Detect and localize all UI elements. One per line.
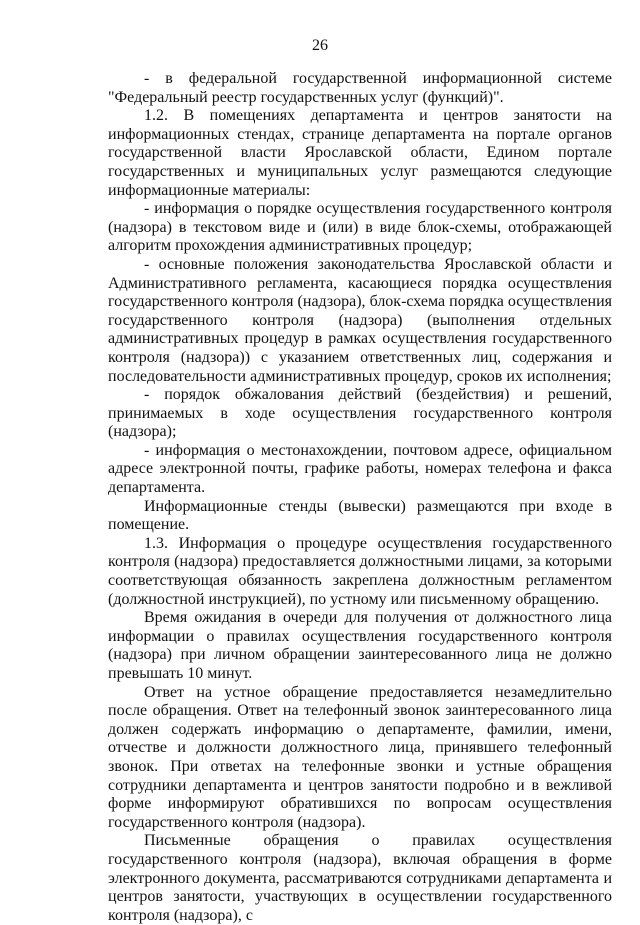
paragraph-1-2-info-placement: 1.2. В помещениях департамента и центров занятости на информационных стендах, странице департамента на портале органов государственной власти Ярославской области, Едином портале государственных и муниципальных услуг размещаются следующие информационные материалы: bbox=[108, 107, 612, 199]
list-item-legislation: - основные положения законодательства Ярославской области и Административного регламента, касающиеся порядка осуществления государственного контроля (надзора), блок-схема порядка осуществления государственного контроля (надзора) (выполнения отдельных административных процедур в рамках осуществления государственного контроля (надзора)) с указанием ответственных лиц, содержания и последовательности административных процедур, сроков их исполнения; bbox=[108, 255, 612, 385]
page-number: 26 bbox=[312, 37, 328, 54]
paragraph-written-requests: Письменные обращения о правилах осуществления государственного контроля (надзора), включая обращения в форме электронного документа, рассматриваются сотрудниками департамента и центров занятости, участвующих в осуществлении государственного контроля (надзора), с bbox=[108, 832, 612, 924]
paragraph-waiting-time: Время ожидания в очереди для получения от должностного лица информации о правилах осуществления государственного контроля (надзора) при личном обращении заинтересованного лица не должно превышать 10 минут. bbox=[108, 609, 612, 682]
list-item-contact-info: - информация о местонахождении, почтовом адресе, официальном адресе электронной почты, графике работы, номерах телефона и факса департамента. bbox=[108, 441, 612, 497]
paragraph-1-3-procedure-info: 1.3. Информация о процедуре осуществления государственного контроля (надзора) предоставляется должностными лицами, за которыми соответствующая обязанность закреплена должностным регламентом (должностной инструкцией), по устному или письменному обращению. bbox=[108, 534, 612, 608]
list-item-appeal-procedure: - порядок обжалования действий (бездействия) и решений, принимаемых в ходе осуществления государственного контроля (надзора); bbox=[108, 386, 612, 441]
list-item-control-procedure: - информация о порядке осуществления государственного контроля (надзора) в текстовом виде и (или) в виде блок-схемы, отображающей алгоритм прохождения административных процедур; bbox=[108, 200, 612, 255]
body-text bbox=[108, 70, 612, 925]
paragraph-info-stands: Информационные стенды (вывески) размещаются при входе в помещение. bbox=[108, 497, 612, 534]
paragraph-gis-registry: - в федеральной государственной информационной системе "Федеральный реестр государственных услуг (функций)". bbox=[108, 70, 612, 106]
paragraph-oral-response: Ответ на устное обращение предоставляется незамедлительно после обращения. Ответ на телефонный звонок заинтересованного лица должен содержать информацию о департаменте, фамилии, имени, отчестве и должности должностного лица, принявшего телефонный звонок. При ответах на телефонные звонки и устные обращения сотрудники департамента и центров занятости подробно и в вежливой форме информируют обратившихся по вопросам осуществления государственного контроля (надзора). bbox=[108, 683, 612, 831]
